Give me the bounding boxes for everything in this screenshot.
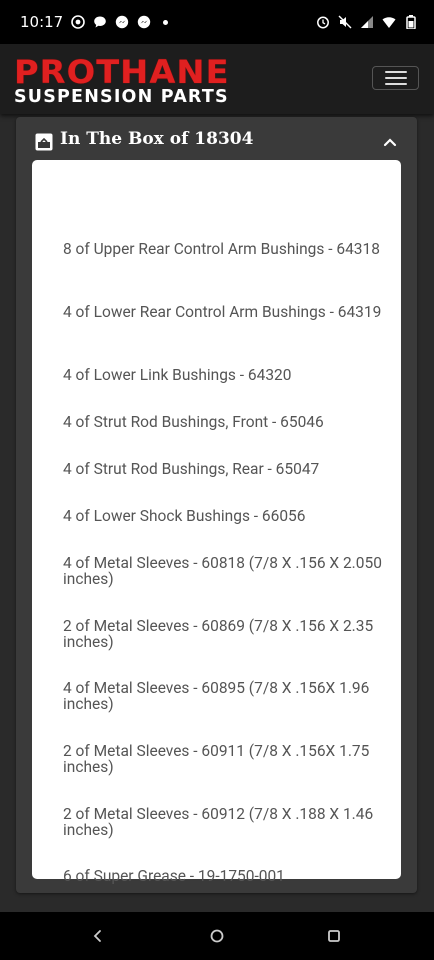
list-item: 6 of Super Grease - 19-1750-001 xyxy=(63,867,285,885)
chat-bubble-icon xyxy=(93,15,107,29)
signal-icon xyxy=(360,15,374,29)
wifi-icon xyxy=(382,15,396,29)
hamburger-menu-button[interactable] xyxy=(372,66,419,90)
status-right xyxy=(316,15,418,29)
items-panel xyxy=(32,160,401,885)
site-header xyxy=(0,44,434,114)
card-title: In The Box of 18304 xyxy=(60,129,254,149)
logo-bottom-text: SUSPENSION PARTS xyxy=(14,87,229,107)
list-item: 4 of Metal Sleeves - 60818 (7/8 X .156 X 2.050 inches) xyxy=(63,554,382,588)
list-item: 4 of Strut Rod Bushings, Front - 65046 xyxy=(63,413,324,431)
list-item: 4 of Metal Sleeves - 60895 (7/8 X .156X 1.96 inches) xyxy=(63,679,370,713)
list-item: 4 of Strut Rod Bushings, Rear - 65047 xyxy=(63,460,320,478)
logo-top-text: PROTHANE xyxy=(14,53,230,91)
in-the-box-card xyxy=(16,117,417,893)
chevron-up-icon[interactable] xyxy=(382,133,398,145)
system-nav-bar xyxy=(0,912,434,960)
status-time: 10:17 xyxy=(20,13,64,31)
status-left xyxy=(20,13,168,31)
hamburger-line-icon xyxy=(385,71,407,73)
settings-gear-icon xyxy=(71,15,85,29)
notification-dot-icon xyxy=(163,20,168,25)
home-icon[interactable] xyxy=(209,928,225,944)
list-item: 4 of Lower Shock Bushings - 66056 xyxy=(63,507,306,525)
list-item: 2 of Metal Sleeves - 60912 (7/8 X .188 X 1.46 inches) xyxy=(63,805,374,839)
status-bar xyxy=(0,0,434,44)
prothane-logo[interactable] xyxy=(14,53,240,107)
list-item: 8 of Upper Rear Control Arm Bushings - 64318 xyxy=(63,240,380,258)
list-item: 2 of Metal Sleeves - 60869 (7/8 X .156 X 2.35 inches) xyxy=(63,617,374,651)
card-header[interactable] xyxy=(16,117,417,163)
hamburger-line-icon xyxy=(385,83,407,85)
alarm-icon xyxy=(316,15,330,29)
messenger-icon xyxy=(115,15,129,29)
mute-icon xyxy=(338,15,352,29)
battery-icon xyxy=(404,15,418,29)
back-icon[interactable] xyxy=(90,928,106,944)
hamburger-line-icon xyxy=(385,77,407,79)
messenger-icon xyxy=(137,15,151,29)
box-icon xyxy=(35,133,53,151)
list-item: 4 of Lower Link Bushings - 64320 xyxy=(63,366,292,384)
list-item: 4 of Lower Rear Control Arm Bushings - 64319 xyxy=(63,303,382,321)
list-item: 2 of Metal Sleeves - 60911 (7/8 X .156X 1.75 inches) xyxy=(63,742,370,776)
recents-icon[interactable] xyxy=(326,928,342,944)
